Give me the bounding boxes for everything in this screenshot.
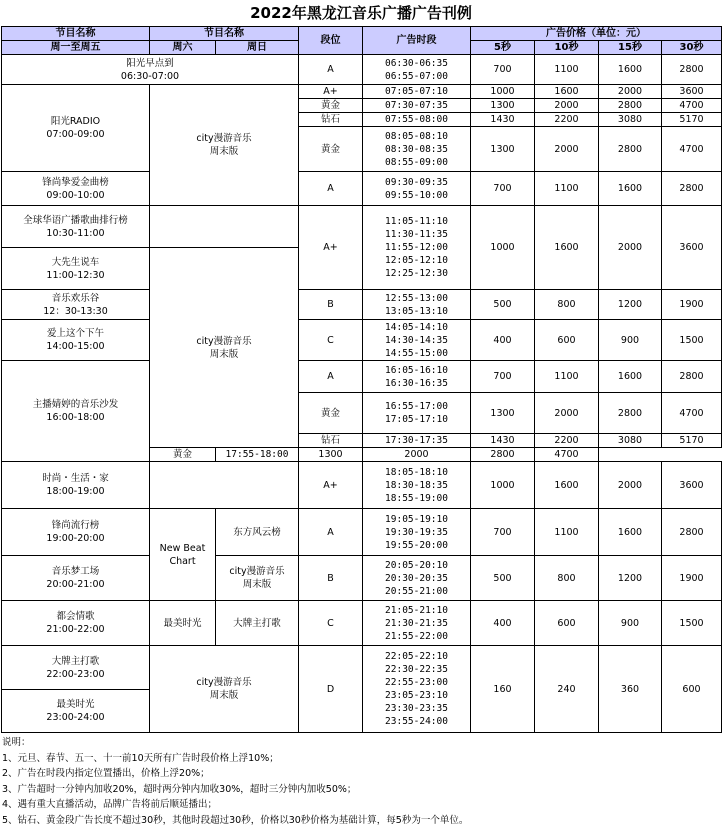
time-slot-cell: 17:30-17:35 (363, 434, 471, 448)
price-10s: 2200 (535, 434, 599, 448)
price-30s: 5170 (662, 113, 722, 127)
header-time-slot: 广告时段 (363, 27, 471, 55)
time-slot-cell: 17:55-18:00 (216, 448, 299, 462)
price-30s: 600 (662, 646, 722, 733)
price-5s: 700 (471, 509, 535, 556)
segment-cell: A+ (299, 206, 363, 290)
weekend-program-cell: city漫游音乐 周末版 (216, 556, 299, 601)
segment-cell: 钻石 (299, 434, 363, 448)
program-cell: 锋尚挚爱金曲榜 09:00-10:00 (2, 172, 150, 206)
segment-cell: A (299, 55, 363, 85)
price-5s: 500 (471, 556, 535, 601)
price-5s: 1300 (471, 393, 535, 434)
price-30s: 5170 (662, 434, 722, 448)
price-10s: 2000 (535, 393, 599, 434)
note-item: 1、元旦、春节、五一、十一前10天所有广告时段价格上浮10%； (2, 752, 279, 764)
weekend-program-cell: 大牌主打歌 (216, 601, 299, 646)
weekend-program-cell: New Beat Chart (150, 509, 216, 601)
program-cell: 大先生说车 11:00-12:30 (2, 248, 150, 290)
time-slot-cell: 08:05-08:10 08:30-08:35 08:55-09:00 (363, 127, 471, 172)
rate-card-table (1, 26, 722, 733)
price-10s: 2000 (535, 99, 599, 113)
price-10s: 1100 (535, 55, 599, 85)
price-10s: 600 (535, 601, 599, 646)
price-10s: 2000 (535, 127, 599, 172)
price-5s: 1000 (471, 85, 535, 99)
price-30s: 4700 (535, 448, 599, 462)
header-price-title: 广告价格（单位：元） (471, 27, 722, 41)
weekend-program-cell: 东方风云榜 (216, 509, 299, 556)
price-15s: 2000 (599, 462, 662, 509)
price-15s: 1600 (599, 509, 662, 556)
weekend-program-cell: city漫游音乐 周末版 (150, 85, 299, 206)
price-30s: 3600 (662, 85, 722, 99)
price-10s: 1100 (535, 172, 599, 206)
header-15s: 15秒 (599, 41, 662, 55)
price-10s: 800 (535, 556, 599, 601)
price-30s: 3600 (662, 462, 722, 509)
header-program-name: 节目名称 (2, 27, 150, 41)
time-slot-cell: 07:55-08:00 (363, 113, 471, 127)
segment-cell: 黄金 (299, 99, 363, 113)
program-cell: 都会情歌 21:00-22:00 (2, 601, 150, 646)
price-15s: 900 (599, 601, 662, 646)
price-10s: 1100 (535, 361, 599, 393)
price-10s: 240 (535, 646, 599, 733)
price-5s: 700 (471, 361, 535, 393)
price-30s: 1500 (662, 601, 722, 646)
price-15s: 360 (599, 646, 662, 733)
time-slot-cell: 09:30-09:35 09:55-10:00 (363, 172, 471, 206)
time-slot-cell: 16:05-16:10 16:30-16:35 (363, 361, 471, 393)
note-item: 3、广告超时一分钟内加收20%，超时两分钟内加收30%，超时三分钟内加收50%； (2, 783, 357, 795)
segment-cell: C (299, 601, 363, 646)
program-cell: 最美时光 23:00-24:00 (2, 690, 150, 733)
price-15s: 2000 (599, 206, 662, 290)
price-30s: 2800 (662, 361, 722, 393)
price-5s: 400 (471, 320, 535, 361)
header-saturday: 周六 (150, 41, 216, 55)
price-5s: 160 (471, 646, 535, 733)
page-title: 2022年黑龙江音乐广播广告刊例 (250, 4, 472, 22)
price-30s: 1500 (662, 320, 722, 361)
price-10s: 2200 (535, 113, 599, 127)
price-15s: 2800 (599, 393, 662, 434)
notes-title: 说明： (2, 737, 31, 748)
price-30s: 2800 (662, 172, 722, 206)
program-cell: 锋尚流行榜 19:00-20:00 (2, 509, 150, 556)
price-30s: 3600 (662, 206, 722, 290)
price-10s: 1600 (535, 85, 599, 99)
notes-section (2, 735, 722, 828)
note-item: 4、遇有重大直播活动，品牌广告将前后顺延播出； (2, 799, 218, 810)
segment-cell: A+ (299, 85, 363, 99)
segment-cell: 黄金 (299, 393, 363, 434)
program-cell: 全球华语广播歌曲排行榜 10:30-11:00 (2, 206, 150, 248)
note-item: 5、钻石、黄金段广告长度不超过30秒，其他时段超过30秒，价格以30秒价格为基础计算，每5秒为一个单位。 (2, 814, 469, 826)
note-item: 2、广告在时段内指定位置播出，价格上浮20%； (2, 768, 210, 779)
segment-cell: A (299, 172, 363, 206)
price-5s: 400 (471, 601, 535, 646)
price-15s: 1600 (599, 361, 662, 393)
header-10s: 10秒 (535, 41, 599, 55)
time-slot-cell: 11:05-11:10 11:30-11:35 11:55-12:00 12:05-12:10 12:25-12:30 (363, 206, 471, 290)
segment-cell: B (299, 290, 363, 320)
segment-cell: 黄金 (150, 448, 216, 462)
program-cell: 时尚・生活・家 18:00-19:00 (2, 462, 150, 509)
price-10s: 800 (535, 290, 599, 320)
price-15s: 2800 (599, 99, 662, 113)
price-10s: 1600 (535, 462, 599, 509)
price-5s: 700 (471, 172, 535, 206)
segment-cell: C (299, 320, 363, 361)
weekend-blank-cell (150, 206, 299, 248)
price-15s: 900 (599, 320, 662, 361)
header-mon-fri: 周一至周五 (2, 41, 150, 55)
segment-cell: B (299, 556, 363, 601)
program-cell: 大牌主打歌 22:00-23:00 (2, 646, 150, 690)
weekend-program-cell: 最美时光 (150, 601, 216, 646)
weekend-blank-cell (150, 462, 299, 509)
program-cell: 阳光RADIO 07:00-09:00 (2, 85, 150, 172)
price-30s: 4700 (662, 99, 722, 113)
time-slot-cell: 22:05-22:10 22:30-22:35 22:55-23:00 23:05-23:10 23:30-23:35 23:55-24:00 (363, 646, 471, 733)
price-5s: 1000 (471, 206, 535, 290)
price-5s: 1300 (471, 99, 535, 113)
segment-cell: A (299, 509, 363, 556)
time-slot-cell: 07:05-07:10 (363, 85, 471, 99)
price-15s: 1200 (599, 290, 662, 320)
segment-cell: 黄金 (299, 127, 363, 172)
price-30s: 1900 (662, 290, 722, 320)
time-slot-cell: 21:05-21:10 21:30-21:35 21:55-22:00 (363, 601, 471, 646)
price-30s: 2800 (662, 509, 722, 556)
segment-cell: D (299, 646, 363, 733)
header-30s: 30秒 (662, 41, 722, 55)
header-segment: 段位 (299, 27, 363, 55)
program-cell: 阳光早点到 06:30-07:00 (2, 55, 299, 85)
price-10s: 2000 (363, 448, 471, 462)
price-5s: 1300 (471, 127, 535, 172)
price-30s: 4700 (662, 127, 722, 172)
program-cell: 音乐欢乐谷 12：30-13:30 (2, 290, 150, 320)
price-15s: 1200 (599, 556, 662, 601)
time-slot-cell: 16:55-17:00 17:05-17:10 (363, 393, 471, 434)
price-15s: 3080 (599, 434, 662, 448)
price-15s: 1600 (599, 55, 662, 85)
price-30s: 4700 (662, 393, 722, 434)
time-slot-cell: 14:05-14:10 14:30-14:35 14:55-15:00 (363, 320, 471, 361)
time-slot-cell: 07:30-07:35 (363, 99, 471, 113)
price-10s: 600 (535, 320, 599, 361)
header-5s: 5秒 (471, 41, 535, 55)
price-5s: 700 (471, 55, 535, 85)
price-5s: 1430 (471, 434, 535, 448)
price-10s: 1100 (535, 509, 599, 556)
program-cell: 爱上这个下午 14:00-15:00 (2, 320, 150, 361)
price-5s: 1000 (471, 462, 535, 509)
price-5s: 1430 (471, 113, 535, 127)
time-slot-cell: 20:05-20:10 20:30-20:35 20:55-21:00 (363, 556, 471, 601)
header-sunday: 周日 (216, 41, 299, 55)
time-slot-cell: 12:55-13:00 13:05-13:10 (363, 290, 471, 320)
segment-cell: 钻石 (299, 113, 363, 127)
weekend-program-cell: city漫游音乐 周末版 (150, 646, 299, 733)
price-15s: 2800 (599, 127, 662, 172)
price-30s: 2800 (662, 55, 722, 85)
price-10s: 1600 (535, 206, 599, 290)
segment-cell: A+ (299, 462, 363, 509)
price-5s: 500 (471, 290, 535, 320)
price-30s: 1900 (662, 556, 722, 601)
price-5s: 1300 (299, 448, 363, 462)
price-15s: 2000 (599, 85, 662, 99)
price-15s: 3080 (599, 113, 662, 127)
program-cell: 音乐梦工场 20:00-21:00 (2, 556, 150, 601)
price-15s: 1600 (599, 172, 662, 206)
header-program-name-weekend: 节目名称 (150, 27, 299, 41)
price-15s: 2800 (471, 448, 535, 462)
segment-cell: A (299, 361, 363, 393)
time-slot-cell: 19:05-19:10 19:30-19:35 19:55-20:00 (363, 509, 471, 556)
time-slot-cell: 18:05-18:10 18:30-18:35 18:55-19:00 (363, 462, 471, 509)
time-slot-cell: 06:30-06:35 06:55-07:00 (363, 55, 471, 85)
program-cell: 主播婧婷的音乐沙发 16:00-18:00 (2, 361, 150, 462)
weekend-program-cell: city漫游音乐 周末版 (150, 248, 299, 448)
